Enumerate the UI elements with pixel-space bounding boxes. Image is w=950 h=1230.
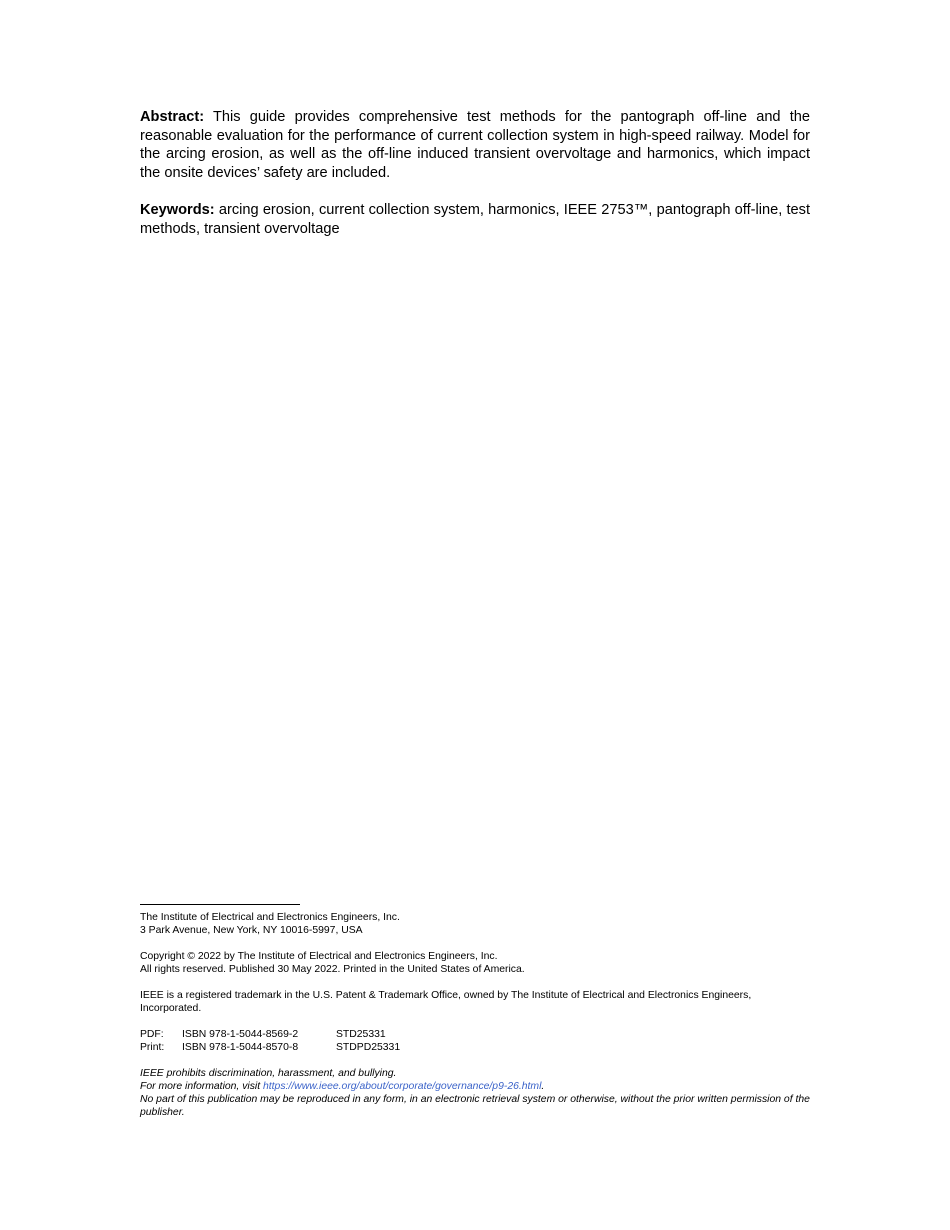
reproduction-notice: No part of this publication may be reproduced in any form, in an electronic retrieval system or otherwise, without the prior written permission of the publisher. [140, 1094, 810, 1118]
publisher-block [140, 911, 812, 937]
more-info-suffix: . [541, 1081, 545, 1092]
isbn-code: STDPD25331 [336, 1042, 401, 1053]
isbn-format: PDF: [140, 1029, 164, 1040]
publisher-name: The Institute of Electrical and Electronics Engineers, Inc. [140, 912, 400, 923]
isbn-number: ISBN 978-1-5044-8570-8 [182, 1042, 299, 1053]
footer-divider [140, 904, 300, 905]
abstract-label: Abstract: [140, 109, 205, 125]
more-info-line [140, 1080, 812, 1093]
copyright-line: Copyright © 2022 by The Institute of Electrical and Electronics Engineers, Inc. [140, 951, 498, 962]
rights-line: All rights reserved. Published 30 May 2022. Printed in the United States of America. [140, 964, 525, 975]
notice-block [140, 1067, 812, 1119]
abstract-text: This guide provides comprehensive test methods for the pantograph off-line and the reasonable evaluation for the performance of current collection system in high-speed railway. Model for the arcing erosion, as well as the off-line induced transient overvoltage and harmonics, which impact the onsite devices’ safety are included. [140, 109, 810, 182]
isbn-number: ISBN 978-1-5044-8569-2 [182, 1029, 299, 1040]
publisher-address: 3 Park Avenue, New York, NY 10016-5997, USA [140, 925, 363, 936]
isbn-block [140, 1028, 812, 1054]
keywords-label: Keywords: [140, 201, 215, 218]
copyright-footer [140, 904, 812, 1132]
isbn-row-pdf [140, 1028, 812, 1041]
more-info-prefix: For more information, visit [140, 1081, 263, 1092]
keywords-text: arcing erosion, current collection system, harmonics, IEEE 2753™, pantograph off-line, test methods, transient overvoltage [140, 201, 810, 237]
copyright-block [140, 950, 812, 976]
trademark-block [140, 989, 812, 1015]
abstract-section [140, 108, 810, 238]
isbn-row-print [140, 1041, 812, 1054]
isbn-format: Print: [140, 1042, 165, 1053]
trademark-text: IEEE is a registered trademark in the U.S. Patent & Trademark Office, owned by The Institute of Electrical and Electronics Engineers, Incorporated. [140, 990, 752, 1014]
isbn-code: STD25331 [336, 1029, 386, 1040]
keywords-paragraph [140, 201, 810, 238]
abstract-paragraph [140, 108, 810, 183]
governance-link[interactable]: https://www.ieee.org/about/corporate/governance/p9-26.html [263, 1081, 542, 1092]
harassment-notice: IEEE prohibits discrimination, harassment, and bullying. [140, 1068, 397, 1079]
